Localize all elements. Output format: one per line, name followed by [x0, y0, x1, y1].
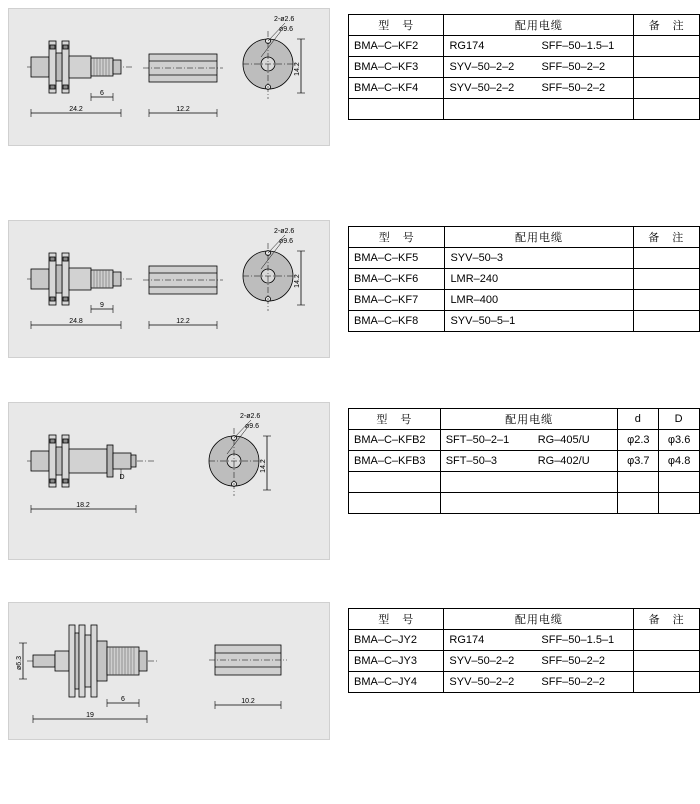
dim-label: D	[119, 474, 125, 481]
cell-cable-a: SFT–50–2–1	[445, 434, 510, 446]
table-row	[349, 493, 700, 514]
cell-D-outer: φ3.6	[659, 430, 700, 451]
table-row	[349, 451, 700, 472]
cell-cable-a: SFT–50–3	[445, 455, 498, 467]
dim-label: 6	[121, 696, 125, 703]
drawing-panel-2	[8, 220, 330, 358]
cell-cable-a: RG174	[449, 40, 485, 52]
table-row	[349, 630, 700, 651]
cell-model: BMA–C–KFB2	[349, 430, 441, 451]
header-model: 型 号	[349, 609, 444, 630]
dim-label: ø9.6	[279, 26, 294, 33]
cell-model: BMA–C–KF2	[349, 36, 444, 57]
table-row	[349, 430, 700, 451]
cell-note	[633, 311, 700, 332]
dim-label: 6	[100, 90, 104, 97]
dim-label: 2-ø2.6	[274, 16, 295, 23]
header-D-outer: D	[659, 409, 700, 430]
spec-table-2	[348, 226, 700, 332]
header-cable: 配用电缆	[444, 15, 634, 36]
spec-table-4	[348, 608, 700, 693]
cell-cable-a: SYV–50–2–2	[449, 655, 515, 667]
cell-model	[349, 493, 441, 514]
cell-cable-a: SYV–50–2–2	[449, 676, 515, 688]
cell-note	[634, 57, 700, 78]
drawing-panel-3	[8, 402, 330, 560]
cell-cable	[440, 472, 618, 493]
header-note: 备 注	[633, 227, 700, 248]
dim-label: ø9.6	[245, 423, 260, 430]
connector-section-1	[0, 0, 700, 168]
cell-cable: SYV–50–3	[445, 248, 633, 269]
cell-cable-b: SFF–50–2–2	[541, 676, 606, 688]
cell-cable: SYV–50–5–1	[445, 311, 633, 332]
table-header-row	[349, 609, 700, 630]
technical-drawing-1	[9, 9, 329, 145]
cell-d	[618, 493, 659, 514]
table-row	[349, 672, 700, 693]
spec-table-3	[348, 408, 700, 514]
table-row	[349, 36, 700, 57]
table-row	[349, 472, 700, 493]
cell-cable-b: SFF–50–1.5–1	[541, 40, 615, 52]
cell-cable-a: RG174	[449, 634, 485, 646]
spec-table-1	[348, 14, 700, 120]
cell-note	[633, 290, 700, 311]
cell-model	[349, 472, 441, 493]
cell-cable	[444, 78, 634, 99]
cell-cable-b: SFF–50–1.5–1	[541, 634, 615, 646]
header-cable: 配用电缆	[445, 227, 633, 248]
table-row	[349, 57, 700, 78]
cell-note	[634, 36, 700, 57]
cell-D-outer: φ4.8	[659, 451, 700, 472]
dim-label: 14.2	[294, 274, 301, 288]
header-d: d	[618, 409, 659, 430]
cell-D-outer	[659, 493, 700, 514]
connector-section-3	[0, 354, 700, 570]
connector-section-2	[0, 168, 700, 354]
drawing-panel-1	[8, 8, 330, 146]
cell-d: φ3.7	[618, 451, 659, 472]
cell-model: BMA–C–KF4	[349, 78, 444, 99]
table-header-row	[349, 409, 700, 430]
dim-label: 10.2	[241, 698, 255, 705]
technical-drawing-2	[9, 221, 329, 357]
header-model: 型 号	[349, 409, 441, 430]
cell-model: BMA–C–JY3	[349, 651, 444, 672]
technical-drawing-4	[9, 603, 329, 739]
header-cable: 配用电缆	[444, 609, 634, 630]
dim-label: 14.2	[260, 459, 267, 473]
cell-cable	[444, 36, 634, 57]
cell-cable	[444, 651, 634, 672]
cell-cable	[440, 430, 618, 451]
cell-d: φ2.3	[618, 430, 659, 451]
dim-label: 18.2	[76, 502, 90, 509]
dim-label: 19	[86, 712, 94, 719]
cell-cable-b: RG–405/U	[537, 434, 590, 446]
connector-section-4	[0, 570, 700, 760]
table-row	[349, 248, 700, 269]
dim-label: 9	[100, 302, 104, 309]
technical-drawing-3	[9, 403, 329, 559]
cell-cable-a: SYV–50–2–2	[449, 82, 515, 94]
cell-cable	[444, 99, 634, 120]
cell-cable: LMR–400	[445, 290, 633, 311]
cell-note	[634, 78, 700, 99]
cell-d	[618, 472, 659, 493]
dim-label: 2-ø2.6	[240, 413, 261, 420]
cell-model: BMA–C–JY2	[349, 630, 444, 651]
cell-D-outer	[659, 472, 700, 493]
cell-note	[634, 651, 700, 672]
header-cable: 配用电缆	[440, 409, 618, 430]
cell-cable	[440, 451, 618, 472]
cell-cable	[444, 672, 634, 693]
dim-label: 12.2	[176, 318, 190, 325]
cell-cable-b: SFF–50–2–2	[541, 61, 606, 73]
header-note: 备 注	[634, 609, 700, 630]
table-row	[349, 651, 700, 672]
cell-note	[633, 269, 700, 290]
table-row	[349, 78, 700, 99]
cell-note	[634, 672, 700, 693]
cell-model: BMA–C–KFB3	[349, 451, 441, 472]
dim-label: 24.2	[69, 106, 83, 113]
dim-label: 2-ø2.6	[274, 228, 295, 235]
cell-note	[634, 99, 700, 120]
dim-label: ø9.6	[279, 238, 294, 245]
cell-model: BMA–C–KF7	[349, 290, 445, 311]
cell-cable-b: RG–402/U	[537, 455, 590, 467]
cell-cable	[444, 630, 634, 651]
table-header-row	[349, 227, 700, 248]
header-note: 备 注	[634, 15, 700, 36]
cell-cable	[444, 57, 634, 78]
table-row	[349, 269, 700, 290]
cell-note	[633, 248, 700, 269]
header-model: 型 号	[349, 227, 445, 248]
dim-label: 12.2	[176, 106, 190, 113]
cell-note	[634, 630, 700, 651]
dim-label: 24.8	[69, 318, 83, 325]
table-row	[349, 99, 700, 120]
cell-model: BMA–C–KF3	[349, 57, 444, 78]
header-model: 型 号	[349, 15, 444, 36]
table-row	[349, 311, 700, 332]
cell-model: BMA–C–KF5	[349, 248, 445, 269]
dim-label: 14.2	[294, 62, 301, 76]
dim-label: ø6.3	[16, 655, 23, 671]
table-row	[349, 290, 700, 311]
cell-model: BMA–C–KF6	[349, 269, 445, 290]
cell-model	[349, 99, 444, 120]
cell-model: BMA–C–KF8	[349, 311, 445, 332]
cell-cable-a: SYV–50–2–2	[449, 61, 515, 73]
drawing-panel-4	[8, 602, 330, 740]
cell-cable: LMR–240	[445, 269, 633, 290]
table-header-row	[349, 15, 700, 36]
cell-model: BMA–C–JY4	[349, 672, 444, 693]
cell-cable-b: SFF–50–2–2	[541, 82, 606, 94]
cell-cable	[440, 493, 618, 514]
cell-cable-b: SFF–50–2–2	[541, 655, 606, 667]
